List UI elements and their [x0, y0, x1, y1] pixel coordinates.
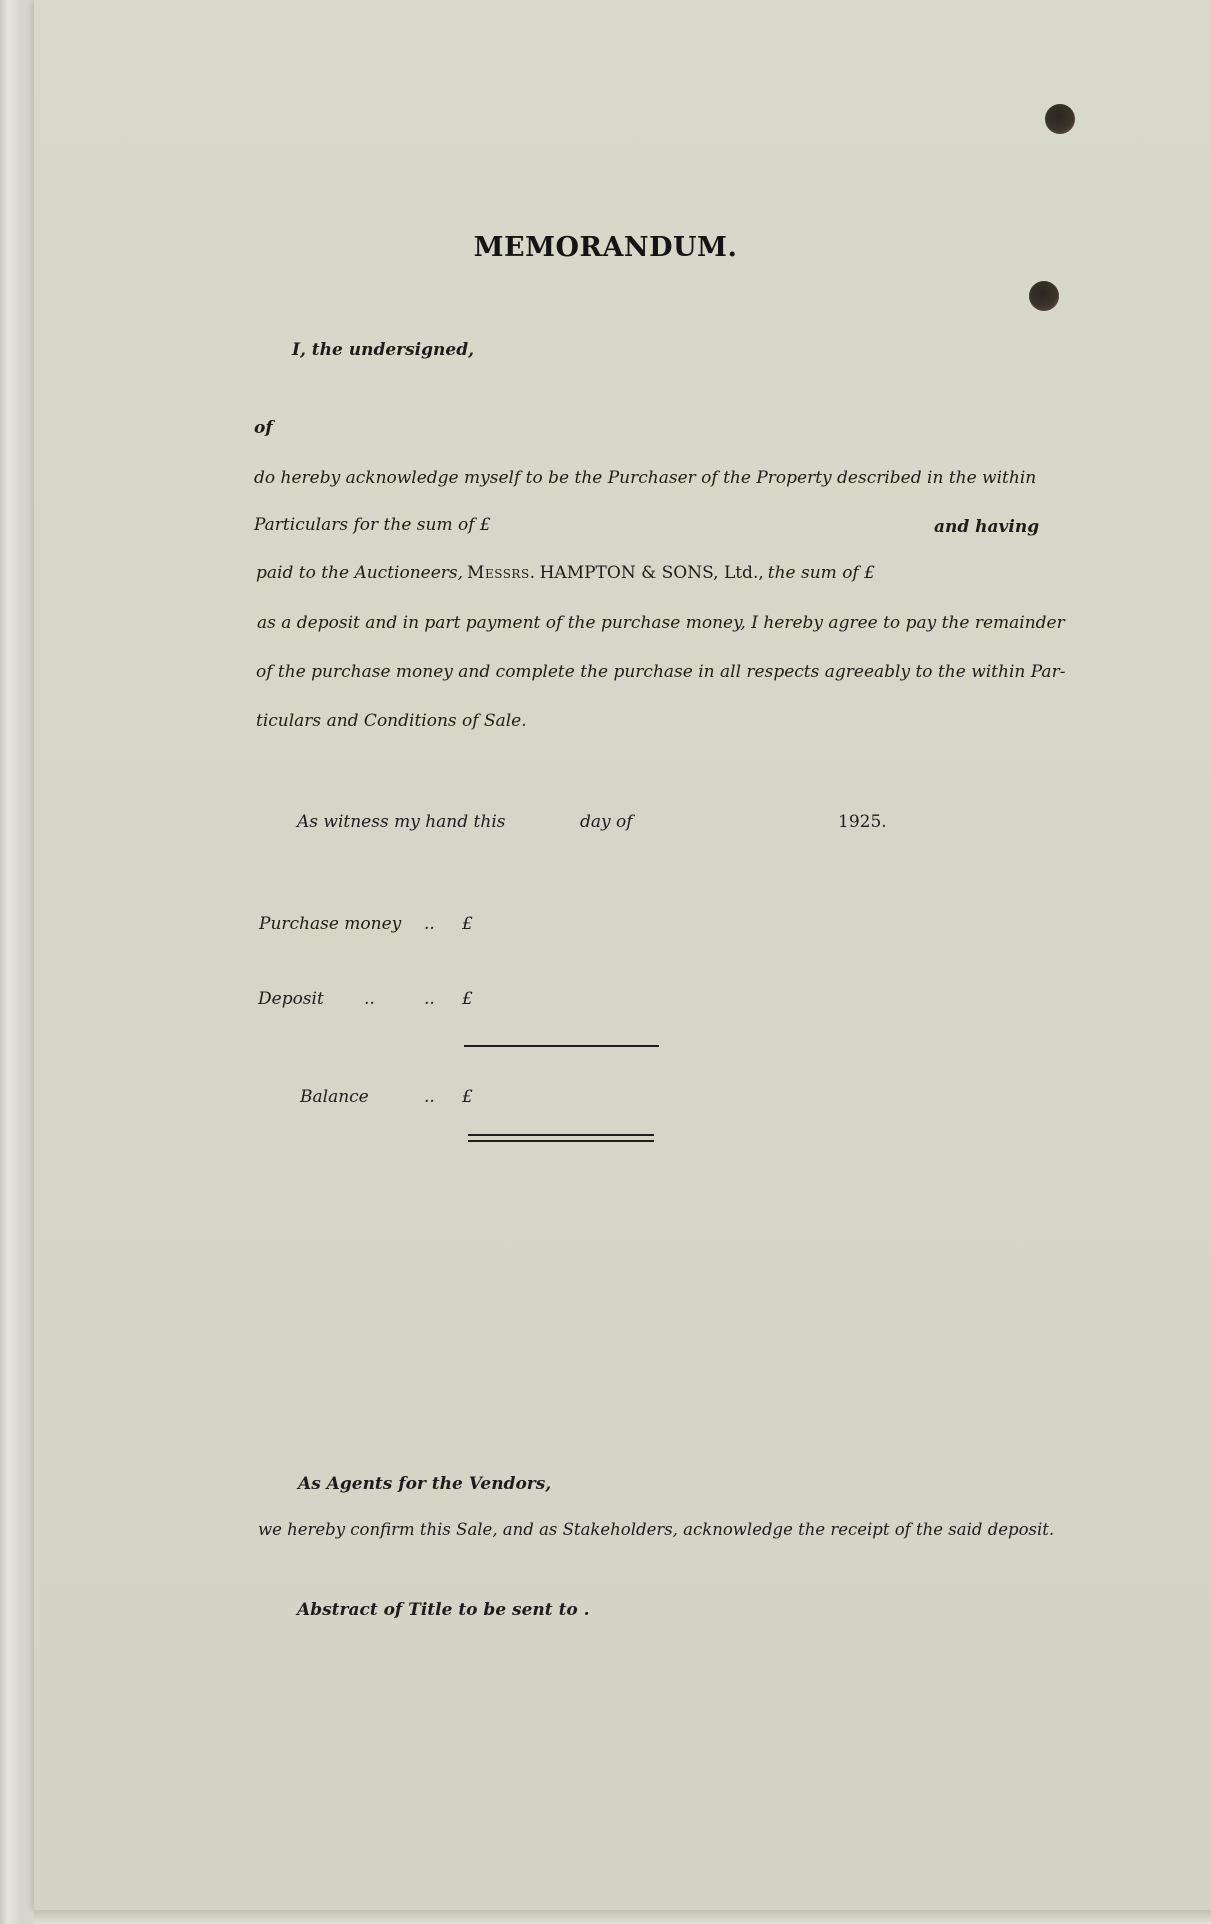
total-rule-upper — [468, 1134, 654, 1136]
witness-year: 1925. — [838, 812, 887, 832]
abstract-of-title-text: Abstract of Title to be sent to . — [297, 1600, 590, 1620]
para-line-5: of the purchase money and complete the purchase in all respects agreeably to the within Par- — [256, 662, 1066, 682]
punch-hole-top — [1045, 104, 1075, 134]
purchase-money-dots: .. — [424, 914, 435, 934]
agents-confirm-text: we hereby confirm this Sale, and as Stakeholders, acknowledge the receipt of the said deposit. — [258, 1520, 1055, 1539]
intro-text: I, the undersigned, — [292, 340, 475, 360]
messrs-label: Messrs. — [467, 563, 536, 583]
para-line-3-b: the sum of £ — [767, 563, 875, 583]
deposit-symbol: £ — [462, 989, 473, 1009]
agents-heading: As Agents for the Vendors, — [298, 1474, 552, 1494]
witness-text: As witness my hand this — [297, 812, 506, 832]
para-line-4: as a deposit and in part payment of the purchase money, I hereby agree to pay the remainder — [257, 613, 1065, 633]
balance-dots: .. — [424, 1087, 435, 1107]
deposit-dots-2: .. — [424, 989, 435, 1009]
balance-label: Balance — [300, 1087, 369, 1107]
subtotal-rule — [464, 1045, 659, 1047]
para-line-1: do hereby acknowledge myself to be the Purchaser of the Property described in the within — [254, 468, 1037, 488]
punch-hole-second — [1029, 281, 1059, 311]
page-bottom-edge — [34, 1910, 1211, 1924]
of-label: of — [254, 418, 273, 438]
total-rule-lower — [468, 1140, 654, 1142]
witness-day-of: day of — [580, 812, 633, 832]
para-line-2-left: Particulars for the sum of £ — [254, 515, 491, 535]
firm-name: HAMPTON & SONS, Ltd., — [539, 563, 764, 583]
purchase-money-symbol: £ — [462, 914, 473, 934]
para-line-2-right: and having — [934, 517, 1040, 537]
balance-symbol: £ — [462, 1087, 473, 1107]
para-line-3 — [256, 563, 875, 583]
para-line-3-a: paid to the Auctioneers, — [256, 563, 464, 583]
page-title: MEMORANDUM. — [473, 232, 738, 263]
deposit-label: Deposit — [258, 989, 324, 1009]
purchase-money-label: Purchase money — [259, 914, 402, 934]
deposit-dots-1: .. — [364, 989, 375, 1009]
para-line-6: ticulars and Conditions of Sale. — [256, 711, 527, 731]
